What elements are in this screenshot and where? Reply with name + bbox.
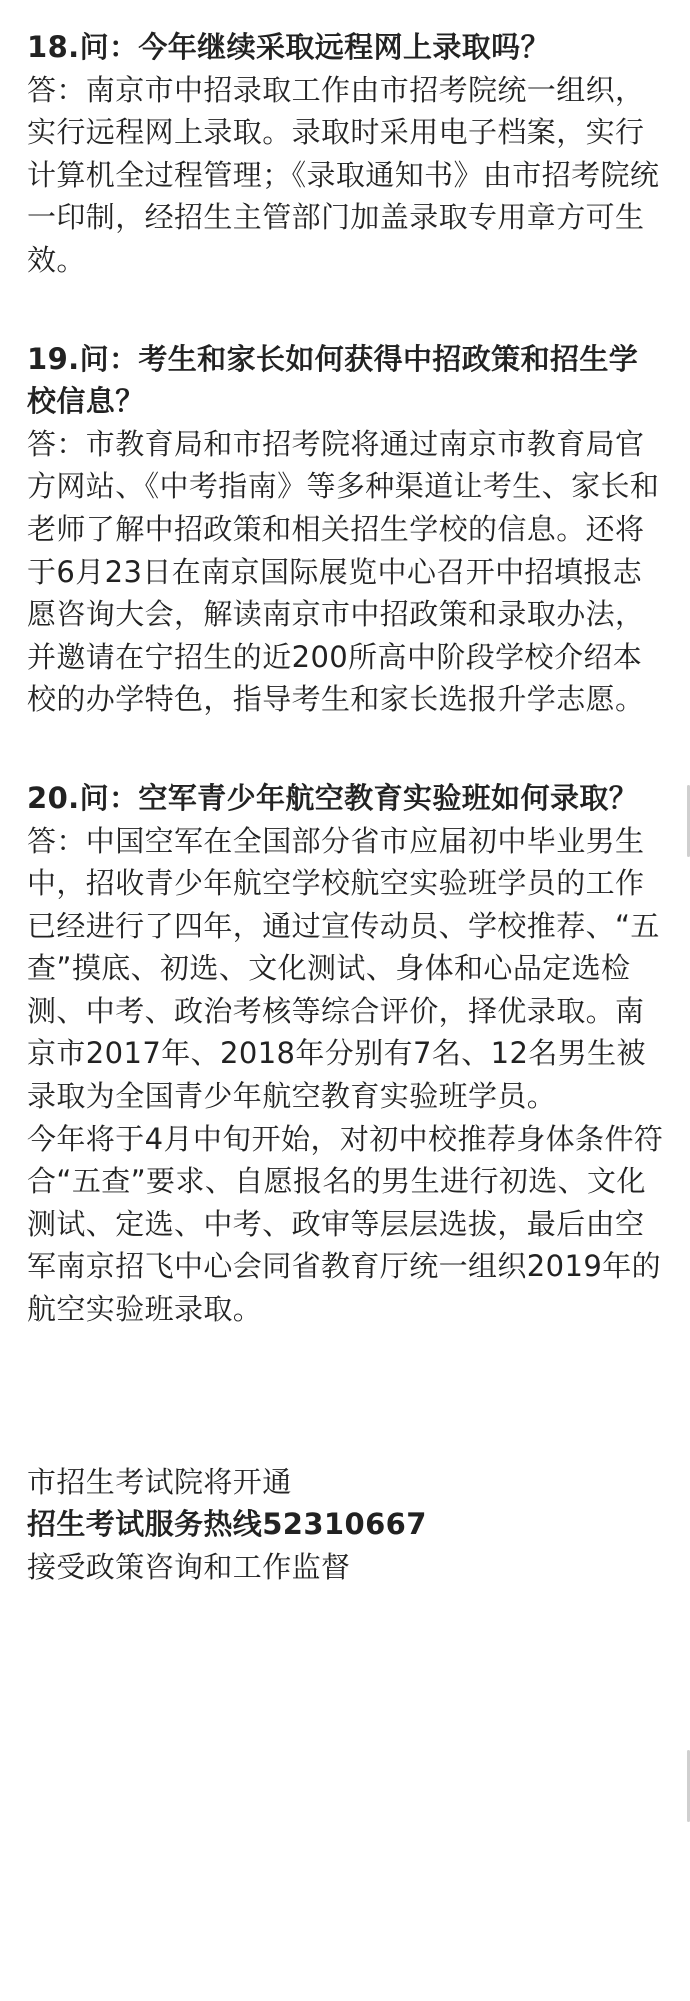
answer-20-continued: 今年将于4月中旬开始，对初中校推荐身体条件符合“五查”要求、自愿报名的男生进行初选、文化测试、定选、中考、政审等层层选拔，最后由空军南京招飞中心会同省教育厅统一组织2019年的航空实验班录取。 — [27, 1121, 664, 1327]
hotline-text: 招生考试服务热线52310667 — [27, 1507, 427, 1542]
question-18: 18.问：今年继续采取远程网上录取吗？ — [27, 30, 550, 64]
answer-20: 答：中国空军在全国部分省市应届初中毕业男生中，招收青少年航空学校航空实验班学员的工作已经进行了四年，通过宣传动员、学校推荐、“五查”摸底、初选、文化测试、身体和心品定选检测、中考、政治考核等综合评价，择优录取。南京市2017年、2018年分别有7名、12名男生被录取为全国青少年航空教育实验班学员。 — [27, 823, 660, 1114]
question-20: 20.问：空军青少年航空教育实验班如何录取？ — [27, 780, 639, 815]
section-spacer — [27, 1331, 667, 1461]
footer-line-1: 市招生考试院将开通 — [27, 1464, 292, 1499]
section-spacer — [27, 721, 667, 777]
answer-19: 答：市教育局和市招考院将通过南京市教育局官方网站、《中考指南》等多种渠道让考生、家长和老师了解中招政策和相关招生学校的信息。还将于6月23日在南京国际展览中心召开中招填报志愿咨询大会，解读南京市中招政策和录取办法，并邀请在宁招生的近200所高中阶段学校介绍本校的办学特色，指导考生和家长选报升学志愿。 — [27, 426, 660, 717]
section-spacer — [27, 282, 667, 338]
footer-line-3: 接受政策咨询和工作监督 — [27, 1549, 351, 1584]
answer-18: 答：南京市中招录取工作由市招考院统一组织，实行远程网上录取。录取时采用电子档案，实行计算机全过程管理；《录取通知书》由市招考院统一印制，经招生主管部门加盖录取专用章方可生效。 — [27, 72, 660, 277]
question-19: 19.问：考生和家长如何获得中招政策和招生学校信息？ — [27, 341, 639, 419]
article-body — [27, 26, 667, 1588]
